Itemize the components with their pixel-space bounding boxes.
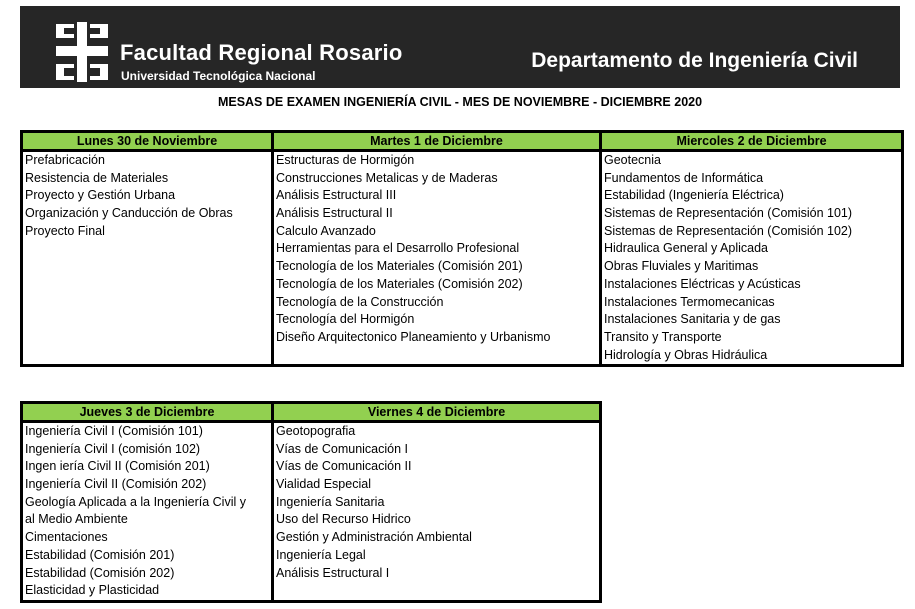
subject-item: Uso del Recurso Hidrico — [276, 512, 411, 527]
subject-item: Análisis Estructural III — [276, 188, 397, 203]
subject-item: Instalaciones Sanitaria y de gas — [604, 312, 781, 327]
department-title: Departamento de Ingeniería Civil — [531, 49, 858, 72]
subject-item: Sistemas de Representación (Comisión 101) — [604, 206, 853, 221]
subject-item: Geotopografia — [276, 424, 356, 438]
subject-item: Transito y Transporte — [604, 329, 722, 344]
day-column-jueves — [22, 422, 273, 602]
subject-item: Tecnología de los Materiales (Comisión 202) — [276, 276, 523, 291]
subject-item: Análisis Estructural I — [276, 565, 390, 580]
subject-item: Elasticidad y Plasticidad — [25, 583, 160, 598]
subject-item: Estructuras de Hormigón — [276, 153, 415, 167]
subject-item: Proyecto Final — [25, 223, 105, 238]
subject-item: Hidraulica General y Aplicada — [604, 241, 768, 256]
subject-item: Obras Fluviales y Maritimas — [604, 259, 759, 274]
subject-item: Construcciones Metalicas y de Maderas — [276, 170, 498, 185]
subject-item: Ingeniería Legal — [276, 547, 366, 562]
subject-item: Geología Aplicada a la Ingeniería Civil y — [25, 494, 246, 509]
subject-item: Tecnología de los Materiales (Comisión 201) — [276, 259, 523, 274]
subject-item: Proyecto y Gestión Urbana — [25, 188, 176, 203]
subject-item: Prefabricación — [25, 153, 105, 167]
subject-item: Estabilidad (Comisión 202) — [25, 565, 175, 580]
day-header-jueves: Jueves 3 de Diciembre — [22, 403, 273, 422]
subject-item: Calculo Avanzado — [276, 223, 376, 238]
subject-item: Gestión y Administración Ambiental — [276, 530, 472, 545]
subject-item: Tecnología del Hormigón — [276, 312, 415, 327]
subject-item: Ingeniería Civil II (Comisión 202) — [25, 477, 207, 492]
subject-item: Herramientas para el Desarrollo Profesional — [276, 241, 520, 256]
subject-item: Cimentaciones — [25, 530, 108, 545]
day-header-miercoles: Miercoles 2 de Diciembre — [601, 132, 903, 151]
subject-item: Ingeniería Civil I (Comisión 101) — [25, 424, 203, 438]
faculty-subtitle: Universidad Tecnológica Nacional — [121, 69, 316, 83]
day-column-viernes — [273, 422, 601, 602]
schedule-table-week-2 — [20, 401, 602, 603]
subject-item: Sistemas de Representación (Comisión 102) — [604, 223, 853, 238]
subject-item: Instalaciones Termomecanicas — [604, 294, 775, 309]
subject-item: Ingen iería Civil II (Comisión 201) — [25, 459, 210, 474]
subject-item: Vialidad Especial — [276, 477, 371, 492]
subject-item: Vías de Comunicación I — [276, 441, 409, 456]
subject-item: Organización y Canducción de Obras — [25, 206, 233, 221]
header-banner — [20, 6, 900, 88]
day-column-lunes — [22, 151, 273, 366]
subject-item: Geotecnia — [604, 153, 661, 167]
subject-item: Vías de Comunicación II — [276, 459, 412, 474]
utn-logo-icon — [56, 22, 108, 82]
day-column-martes — [273, 151, 601, 366]
schedule-table-week-1 — [20, 130, 904, 367]
subject-item: Resistencia de Materiales — [25, 170, 169, 185]
subject-item: Estabilidad (Comisión 201) — [25, 547, 175, 562]
day-header-martes: Martes 1 de Diciembre — [273, 132, 601, 151]
subject-item: Ingeniería Sanitaria — [276, 494, 385, 509]
subject-item: Diseño Arquitectonico Planeamiento y Urbanismo — [276, 329, 551, 344]
day-header-viernes: Viernes 4 de Diciembre — [273, 403, 601, 422]
subject-item: Fundamentos de Informática — [604, 170, 764, 185]
page-title: MESAS DE EXAMEN INGENIERÍA CIVIL - MES DE NOVIEMBRE - DICIEMBRE 2020 — [217, 95, 703, 109]
subject-item: al Medio Ambiente — [25, 512, 128, 527]
faculty-title: Facultad Regional Rosario — [120, 40, 403, 65]
day-column-miercoles — [601, 151, 903, 366]
subject-item: Instalaciones Eléctricas y Acústicas — [604, 276, 801, 291]
day-header-lunes: Lunes 30 de Noviembre — [22, 132, 273, 151]
subject-item: Estabilidad (Ingeniería Eléctrica) — [604, 188, 784, 203]
subject-item: Hidrología y Obras Hidráulica — [604, 347, 768, 362]
subject-item: Tecnología de la Construcción — [276, 294, 444, 309]
subject-item: Análisis Estructural II — [276, 206, 393, 221]
subject-item: Ingeniería Civil I (comisión 102) — [25, 441, 201, 456]
